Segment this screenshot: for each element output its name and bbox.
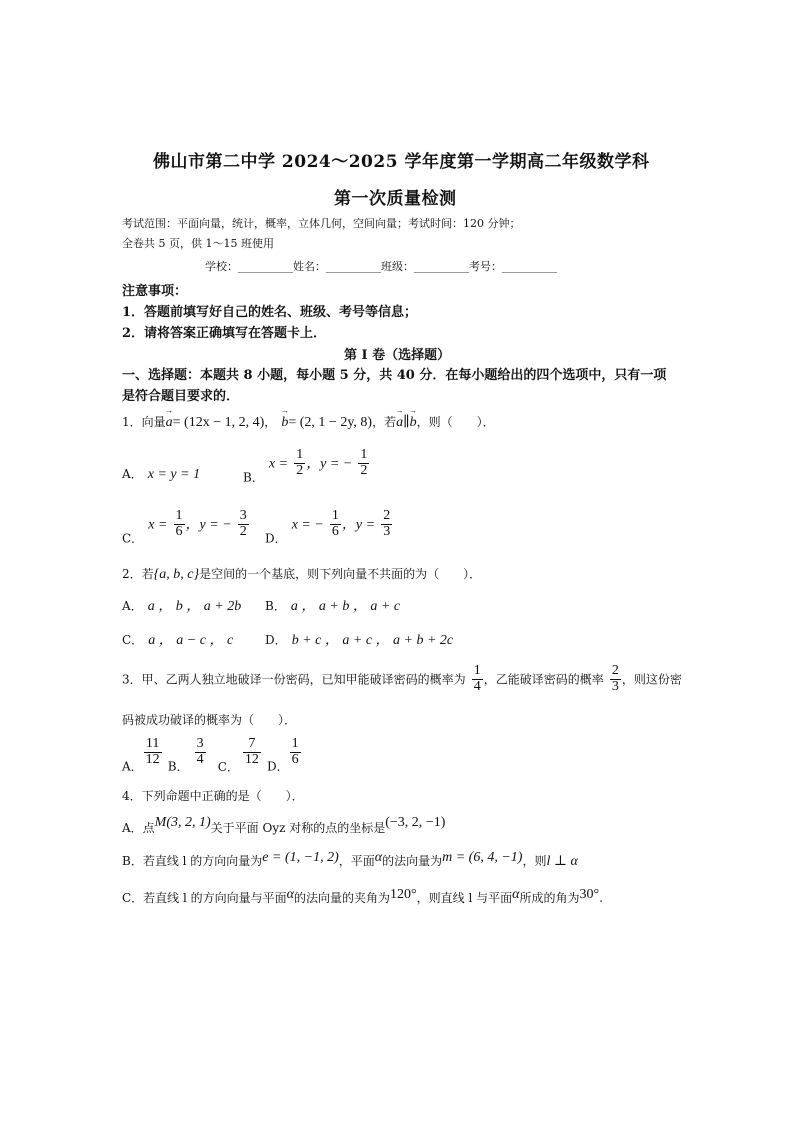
note-item-2: 2．请将答案正确填写在答题卡上． bbox=[122, 326, 327, 341]
option-label: A． bbox=[122, 467, 143, 481]
student-info-fields: 学校：__________姓名：__________班级：__________考号：__________ bbox=[205, 260, 557, 273]
option-expr: (−3, 2, −1) bbox=[385, 815, 446, 830]
fraction: $\frac{3}{2}$ bbox=[239, 508, 247, 539]
option-expr: m = (6, 4, −1) bbox=[442, 850, 523, 865]
q2-option-b bbox=[265, 595, 400, 615]
q4-option-c bbox=[122, 887, 603, 906]
exam-title: 佛山市第二中学 2024～2025 学年度第一学期高二年级数学科 bbox=[153, 152, 650, 172]
question-1-stem bbox=[122, 411, 495, 431]
option-expr: α bbox=[374, 850, 383, 865]
question-3-stem bbox=[122, 664, 682, 694]
option-label: D． bbox=[265, 531, 287, 546]
option-expr: M(3, 2, 1) bbox=[154, 815, 211, 830]
q3-text: ，则这份密 bbox=[621, 672, 682, 687]
fraction: $\frac{1}{2}$ bbox=[360, 447, 368, 478]
q1-option-a bbox=[122, 463, 200, 483]
section-instruction-2: 是符合题目要求的． bbox=[122, 389, 240, 404]
option-label: D． bbox=[265, 633, 287, 647]
option-text: 所成的角为 bbox=[519, 891, 580, 905]
fraction: $\frac{3}{4}$ bbox=[196, 736, 204, 767]
q2-option-d bbox=[265, 629, 453, 649]
option-expr: a ， b ， a + 2b bbox=[147, 599, 242, 614]
option-expr: 30° bbox=[579, 887, 600, 902]
fraction: $\frac{1}{6}$ bbox=[291, 736, 299, 767]
option-expr: b + c ， a + c ， a + b + 2c bbox=[291, 633, 454, 648]
option-expr: a ， a − c ， c bbox=[148, 633, 234, 648]
option-text: B．若直线 l 的方向向量为 bbox=[122, 854, 263, 868]
option-expr: ，y = − bbox=[185, 517, 232, 533]
option-label: D． bbox=[266, 759, 289, 774]
question-2-stem bbox=[122, 563, 481, 583]
option-expr: 120° bbox=[390, 887, 417, 902]
exam-scope: 考试范围：平面向量，统计，概率，立体几何，空间向量；考试时间：120 分钟； bbox=[122, 217, 521, 230]
option-expr: x = − bbox=[291, 517, 324, 533]
vector-b: → b bbox=[410, 415, 417, 431]
option-text: 关于平面 Oyz 对称的点的坐标是 bbox=[210, 821, 386, 835]
q1-option-d bbox=[265, 509, 393, 547]
q2-option-a bbox=[122, 595, 241, 615]
fraction: $\frac{1}{6}$ bbox=[175, 508, 183, 539]
q3-text: 3．甲、乙两人独立地破译一份密码，已知甲能破译密码的概率为 bbox=[122, 672, 466, 687]
note-item-1: 1．答题前填写好自己的姓名、班级、考号等信息； bbox=[122, 305, 418, 320]
q1-b-expr: = (2, 1 − 2y, 8) bbox=[288, 415, 373, 430]
notes-heading: 注意事项： bbox=[122, 284, 188, 299]
option-expr: x = y = 1 bbox=[147, 467, 201, 482]
q1-option-c bbox=[122, 509, 250, 547]
q2-prefix: 2．若 bbox=[122, 567, 154, 581]
fraction: $\frac{1}{4}$ bbox=[473, 663, 481, 694]
option-text: C．若直线 l 的方向向量与平面 bbox=[122, 891, 287, 905]
option-expr: e = (1, −1, 2) bbox=[262, 850, 339, 865]
option-label: B． bbox=[167, 759, 189, 774]
option-expr: α bbox=[512, 887, 520, 902]
question-3-line2: 码被成功破译的概率为（ ）． bbox=[122, 713, 297, 727]
vector-b: → b bbox=[281, 415, 288, 431]
q2-basis: {a, b, c} bbox=[153, 567, 200, 582]
option-label: C． bbox=[122, 633, 144, 647]
option-expr: x = bbox=[148, 517, 168, 533]
q2-suffix: 是空间的一个基底，则下列向量不共面的为（ ）． bbox=[199, 567, 482, 581]
section-title: 第 I 卷（选择题） bbox=[344, 348, 451, 363]
option-text: 的法向量的夹角为 bbox=[294, 891, 391, 905]
option-text: . bbox=[599, 891, 603, 905]
section-instruction-1: 一、选择题：本题共 8 小题，每小题 5 分，共 40 分．在每小题给出的四个选项中，只有一项 bbox=[122, 368, 667, 383]
q3-options bbox=[122, 737, 302, 775]
option-expr: a ， a + b ， a + c bbox=[290, 599, 401, 614]
option-expr: α bbox=[286, 887, 295, 902]
q1-cond-prefix: ，若 bbox=[372, 415, 397, 429]
q2-option-c bbox=[122, 629, 233, 649]
q1-prefix: 1．向量 bbox=[122, 415, 166, 429]
option-label: A． bbox=[122, 759, 143, 774]
q1-sep: ， bbox=[264, 415, 277, 429]
option-expr: ，y = − bbox=[306, 456, 353, 472]
option-label: B． bbox=[265, 599, 286, 613]
option-text: ，则 bbox=[522, 854, 547, 868]
option-label: C． bbox=[217, 759, 239, 774]
vector-a: → a bbox=[396, 415, 403, 431]
option-expr: l ⊥ α bbox=[546, 854, 578, 869]
q1-option-b bbox=[243, 448, 370, 486]
question-4-stem: 4．下列命题中正确的是（ ）． bbox=[122, 789, 304, 803]
option-text: ，则直线 l 与平面 bbox=[416, 891, 513, 905]
exam-subtitle: 第一次质量检测 bbox=[334, 189, 457, 209]
fraction: $\frac{11}{12}$ bbox=[145, 736, 160, 767]
fraction: $\frac{2}{3}$ bbox=[611, 663, 619, 694]
option-label: B． bbox=[243, 470, 264, 485]
q1-parallel: ∥ bbox=[403, 415, 410, 430]
q3-text: ，乙能破译密码的概率 bbox=[483, 672, 604, 687]
option-expr: ，y = bbox=[341, 517, 376, 533]
q4-option-b bbox=[122, 850, 578, 870]
q1-a-expr: = (12x − 1, 2, 4) bbox=[172, 415, 265, 430]
option-label: C． bbox=[122, 531, 144, 546]
fraction: $\frac{7}{12}$ bbox=[244, 736, 259, 767]
option-label: A． bbox=[122, 599, 143, 613]
fraction: $\frac{1}{2}$ bbox=[296, 447, 304, 478]
q1-suffix: ，则（ ）． bbox=[416, 415, 495, 429]
option-text: ，平面 bbox=[338, 854, 375, 868]
exam-pages: 全卷共 5 页，供 1～15 班使用 bbox=[122, 237, 274, 250]
fraction: $\frac{2}{3}$ bbox=[383, 508, 391, 539]
vector-a: → a bbox=[166, 415, 173, 431]
fraction: $\frac{1}{6}$ bbox=[331, 508, 339, 539]
option-expr: x = bbox=[268, 456, 289, 472]
q4-option-a bbox=[122, 815, 445, 836]
option-text: A．点 bbox=[122, 821, 155, 835]
option-text: 的法向量为 bbox=[382, 854, 443, 868]
